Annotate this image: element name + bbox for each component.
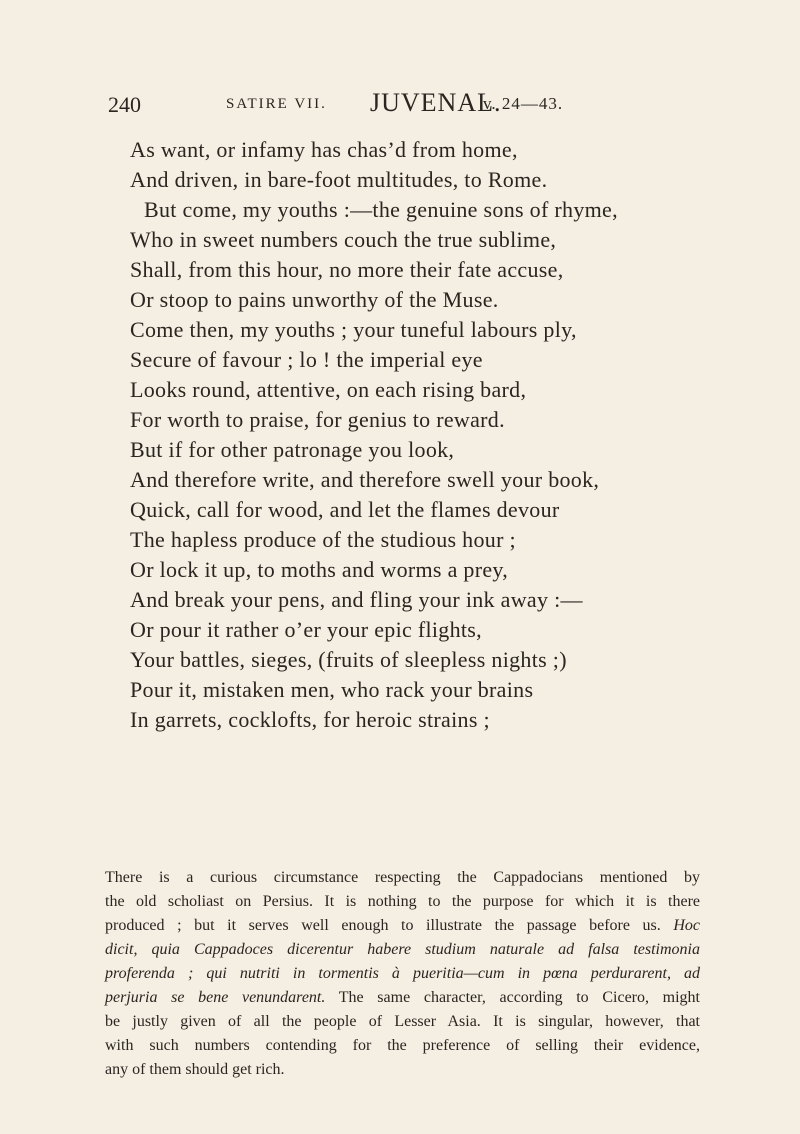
footnote-text: There is a curious circumstance respecting the Cappadocians mentioned by bbox=[105, 869, 700, 886]
footnote-text: any of them should get rich. bbox=[105, 1061, 285, 1078]
page-number: 240 bbox=[108, 92, 141, 117]
poem-line: Looks round, attentive, on each rising bard, bbox=[130, 377, 527, 402]
poem-line: But come, my youths :—the genuine sons of rhyme, bbox=[144, 197, 618, 222]
poem-line: As want, or infamy has chas’d from home, bbox=[130, 137, 518, 162]
verse-range: v. 24—43. bbox=[483, 94, 564, 113]
poem-line: Your battles, sieges, (fruits of sleepless nights ;) bbox=[130, 647, 567, 672]
footnote-latin: proferenda ; qui nutriti in tormentis à pueritia—cum in pœna perdurarent, ad bbox=[105, 965, 700, 982]
poem-line: And driven, in bare-foot multitudes, to Rome. bbox=[130, 167, 548, 192]
footnote-text: the old scholiast on Persius. It is nothing to the purpose for which it is there bbox=[105, 893, 700, 910]
footnote-latin: dicit, quia Cappadoces dicerentur habere studium naturale ad falsa testimonia bbox=[105, 941, 700, 958]
footnote-line bbox=[105, 1010, 700, 1034]
poem-line: Or lock it up, to moths and worms a prey, bbox=[130, 557, 509, 582]
footnote-text: be justly given of all the people of Lesser Asia. It is singular, however, that bbox=[105, 1013, 700, 1030]
satire-number: SATIRE VII. bbox=[226, 96, 327, 112]
poem-line: Secure of favour ; lo ! the imperial eye bbox=[130, 347, 483, 372]
footnote-line bbox=[105, 986, 700, 1010]
poem-line: Or stoop to pains unworthy of the Muse. bbox=[130, 287, 499, 312]
poem-line: And break your pens, and fling your ink away :— bbox=[130, 587, 583, 612]
footnote-line bbox=[105, 1034, 700, 1058]
footnote-line bbox=[105, 1058, 700, 1082]
poem-line: Shall, from this hour, no more their fate accuse, bbox=[130, 257, 564, 282]
footnote-line bbox=[105, 914, 700, 938]
footnote-latin: Hoc bbox=[673, 917, 701, 934]
running-header bbox=[108, 86, 708, 122]
poem-line: But if for other patronage you look, bbox=[130, 437, 455, 462]
poem-line: Who in sweet numbers couch the true sublime, bbox=[130, 227, 557, 252]
poem-line: The hapless produce of the studious hour ; bbox=[130, 527, 516, 552]
footnote-text: with such numbers contending for the preference of selling their evidence, bbox=[105, 1037, 700, 1054]
footnote-latin: perjuria se bene venundarent. bbox=[105, 989, 326, 1006]
poem-line: Or pour it rather o’er your epic flights, bbox=[130, 617, 482, 642]
poem-line: In garrets, cocklofts, for heroic strains ; bbox=[130, 707, 490, 732]
poem-line: And therefore write, and therefore swell your book, bbox=[130, 467, 600, 492]
author-name: JUVENAL. bbox=[370, 88, 502, 117]
footnote-line bbox=[105, 866, 700, 890]
poem-line: Pour it, mistaken men, who rack your brains bbox=[130, 677, 534, 702]
poem-line: For worth to praise, for genius to reward. bbox=[130, 407, 505, 432]
poem-line: Quick, call for wood, and let the flames devour bbox=[130, 497, 560, 522]
footnote-text: produced ; but it serves well enough to illustrate the passage before us. bbox=[105, 917, 661, 934]
footnote-line bbox=[105, 938, 700, 962]
footnote-line bbox=[105, 962, 700, 986]
footnote-text: The same character, according to Cicero, might bbox=[338, 989, 701, 1006]
footnote-line bbox=[105, 890, 700, 914]
poem-line: Come then, my youths ; your tuneful labours ply, bbox=[130, 317, 577, 342]
